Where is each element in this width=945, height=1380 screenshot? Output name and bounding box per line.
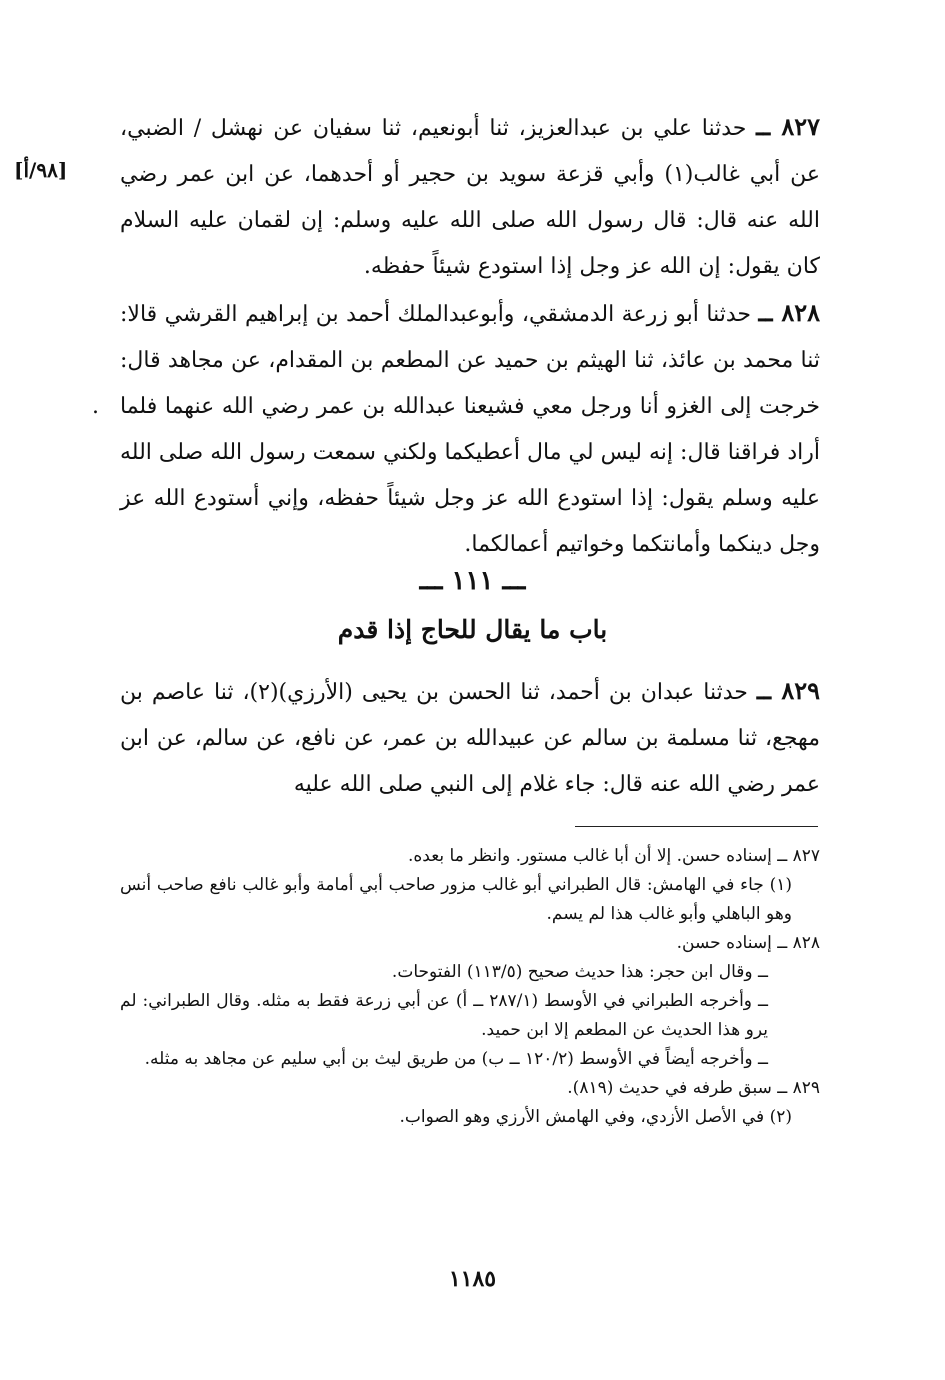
hadith-text: حدثنا عبدان بن أحمد، ثنا الحسن بن يحيى (الأرزي)(٢)، ثنا عاصم بن مهجع، ثنا مسلمة بن سالم عن عبيدالله بن عمر، عن نافع، عن سالم، عن ابن عمر رضي الله عنه قال: جاء غلام إلى النبي صلى الله عليه	[120, 680, 820, 797]
hadith-number: ٨٢٩ ــ	[756, 676, 821, 705]
chapter-title: باب ما يقال للحاج إذا قدم	[337, 615, 608, 644]
chapter-number: ـــ ١١١ ـــ	[419, 566, 526, 596]
footnotes	[120, 842, 820, 1132]
footnote-829: ٨٢٩ ــ سبق طرفه في حديث (٨١٩).	[567, 1078, 820, 1098]
footnote-828-b: ــ وأخرجه الطبراني في الأوسط (٢٨٧/١ ــ أ) عن أبي زرعة فقط به مثله. وقال الطبراني: لم يرو هذا الحديث عن المطعم إلا ابن حميد.	[120, 991, 768, 1040]
hadith-829	[120, 668, 820, 808]
footnote-828-c: ــ وأخرجه أيضاً في الأوسط (١٢٠/٢ ــ ب) من طريق ليث بن أبي سليم عن مجاهد به مثله.	[144, 1049, 768, 1069]
hadith-text: حدثنا علي بن عبدالعزيز، ثنا أبونعيم، ثنا سفيان عن نهشل / الضبي، عن أبي غالب(١) وأبي قزعة سويد بن حجير أو أحدهما، عن ابن عمر رضي الله عنه قال: قال رسول الله صلى الله عليه وسلم: إن لقمان عليه السلام كان يقول: إن الله عز وجل إذا استودع شيئاً حفظه.	[120, 116, 820, 279]
hadith-827	[120, 104, 820, 290]
footnote-828: ٨٢٨ ــ إسناده حسن.	[676, 933, 820, 953]
hadith-number: ٨٢٧ ــ	[756, 112, 820, 141]
margin-dot: .	[92, 394, 99, 419]
folio-marker: [٩٨/أ]	[14, 158, 68, 182]
footnote-2: (٢) في الأصل الأزدي، وفي الهامش الأرزي وهو الصواب.	[399, 1107, 792, 1127]
hadith-number: ٨٢٨ ــ	[758, 298, 821, 327]
footnote-827: ٨٢٧ ــ إسناده حسن. إلا أن أبا غالب مستور. وانظر ما بعده.	[407, 846, 820, 866]
hadith-828	[120, 290, 820, 568]
footnote-separator	[575, 826, 818, 827]
page-number: ١١٨٥	[448, 1266, 497, 1292]
footnote-1: (١) جاء في الهامش: قال الطبراني أبو غالب مزور صاحب أبي أمامة وأبو غالب نافع صاحب أنس وهو الباهلي وأبو غالب هذا لم يسم.	[120, 875, 792, 924]
hadith-text: حدثنا أبو زرعة الدمشقي، وأبوعبدالملك أحمد بن إبراهيم القرشي قالا: ثنا محمد بن عائذ، ثنا الهيثم بن حميد عن المطعم بن المقدام، عن مجاهد قال: خرجت إلى الغزو أنا ورجل معي فشيعنا عبدالله بن عمر رضي الله عنهما فلما أراد فراقنا قال: إنه ليس لي مال أعطيكما ولكني سمعت رسول الله صلى الله عليه وسلم يقول: إذا استودع الله عز وجل شيئاً حفظه، وإني أستودع الله عز وجل دينكما وأمانتكما وخواتيم أعمالكما.	[120, 302, 820, 557]
footnote-828-a: ــ وقال ابن حجر: هذا حديث صحيح (١١٣/٥) الفتوحات.	[391, 962, 768, 982]
